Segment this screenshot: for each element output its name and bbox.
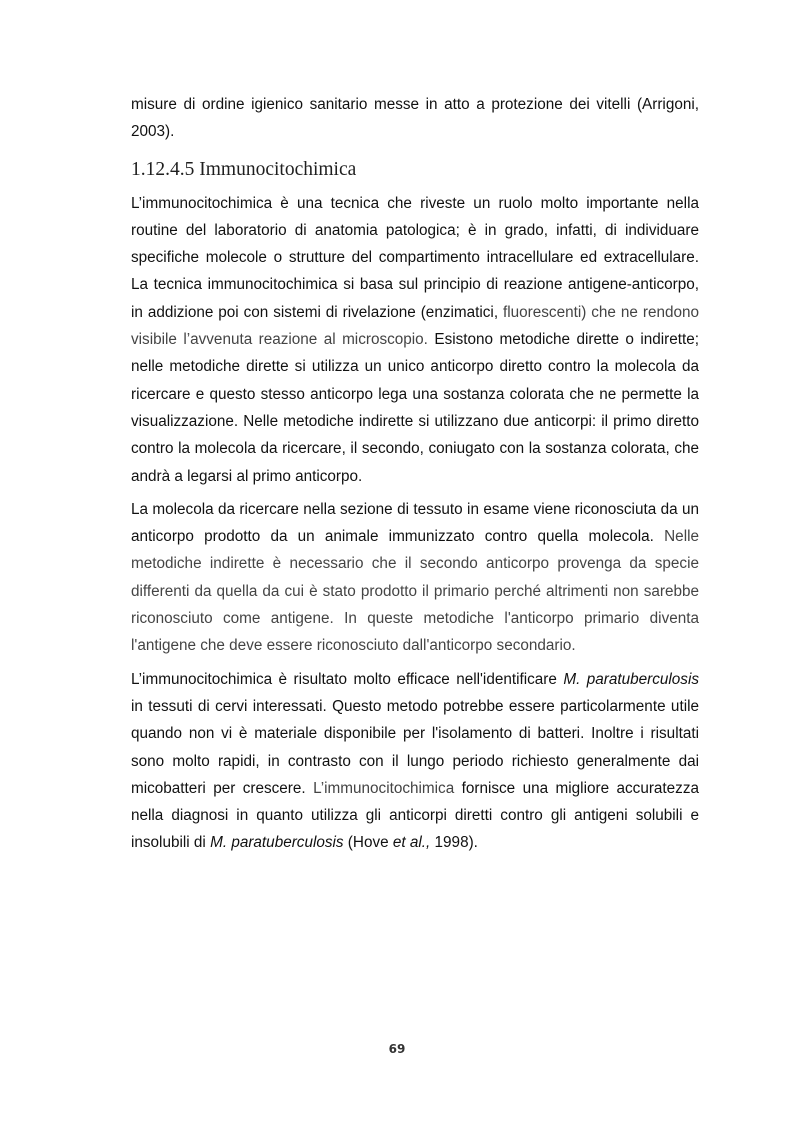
p1-text-a: L’immunocitochimica è una tecnica che riveste un ruolo molto importante nella routine del laboratorio di [131,194,699,239]
document-page [131,91,699,857]
p2-text-a: La molecola da ricercare nella sezione di tessuto in esame viene riconosciuta da un anticorpo prodotto da un animale immunizzato contro quella molecola. [131,500,699,546]
p3-species-2: M. paratuberculosis [210,834,344,852]
paragraph-2 [131,496,699,660]
p3-text-c: L’immunocitochimica [313,779,455,797]
p3-text-f: 1998). [430,834,478,852]
intro-paragraph [131,91,699,146]
page-number: 69 [388,1042,406,1056]
p3-text-a: L’immunocitochimica è risultato molto efficace nell'identificare [131,670,564,688]
paragraph-3 [131,666,699,857]
p1-text-e: Esistono metodiche dirette o indirette; nelle metodiche dirette si utilizza un unico anticorpo diretto contro la molecola da ricercare e questo stesso anticorpo lega una sostanza colorata che ne permette la visualizzazione. Nelle metodiche indirette si utilizzano due anticorpi: il primo diretto contro la molecola da ricercare, il secondo, coniugato con la sostanza colorata, che andrà a legarsi al primo anticorpo. [131,331,699,485]
p1-text-d: fluorescenti) che ne rendono visibile l’avvenuta reazione al microscopio. [131,303,699,349]
p3-species-1: M. paratuberculosis [563,670,700,688]
p3-text-d: fornisce una migliore accuratezza nella diagnosi in quanto utilizza gli anticorpi diretti contro gli antigeni solubili e insolubili di [131,779,699,852]
p1-text-b: anatomia patologica [314,221,456,239]
p3-text-b: in tessuti di cervi interessati. Questo metodo potrebbe essere particolarmente utile quando non vi è materiale disponibile per l'isolamento di batteri. Inoltre i risultati sono molto rapidi, in contrasto con il lungo periodo richiesto generalmente dai micobatteri per crescere. [131,697,699,797]
p3-text-e: (Hove [343,834,393,852]
p3-et-al: et al., [392,834,431,852]
intro-text: misure di ordine igienico sanitario messe in atto a protezione dei vitelli (Arrigoni, 2003). [131,96,699,141]
p1-text-c: ; è in grado, infatti, di individuare specifiche molecole o strutture del compartimento intracellulare ed extracellulare. La tecnica immunocitochimica si basa sul principio di reazione antigene-anticorpo, in addizione poi con sistemi di rivelazione (enzimatici, [131,221,699,321]
section-heading: 1.12.4.5 Immunocitochimica [131,158,357,180]
paragraph-1 [131,190,699,490]
p2-text-b: Nelle metodiche indirette è necessario che il secondo anticorpo provenga da specie differenti da quella da cui è stato prodotto il primario perché altrimenti non sarebbe riconosciuto come antigene. In queste metodiche l'anticorpo primario diventa l'antigene che deve essere riconosciuto dall'anticorpo secondario. [131,528,699,655]
